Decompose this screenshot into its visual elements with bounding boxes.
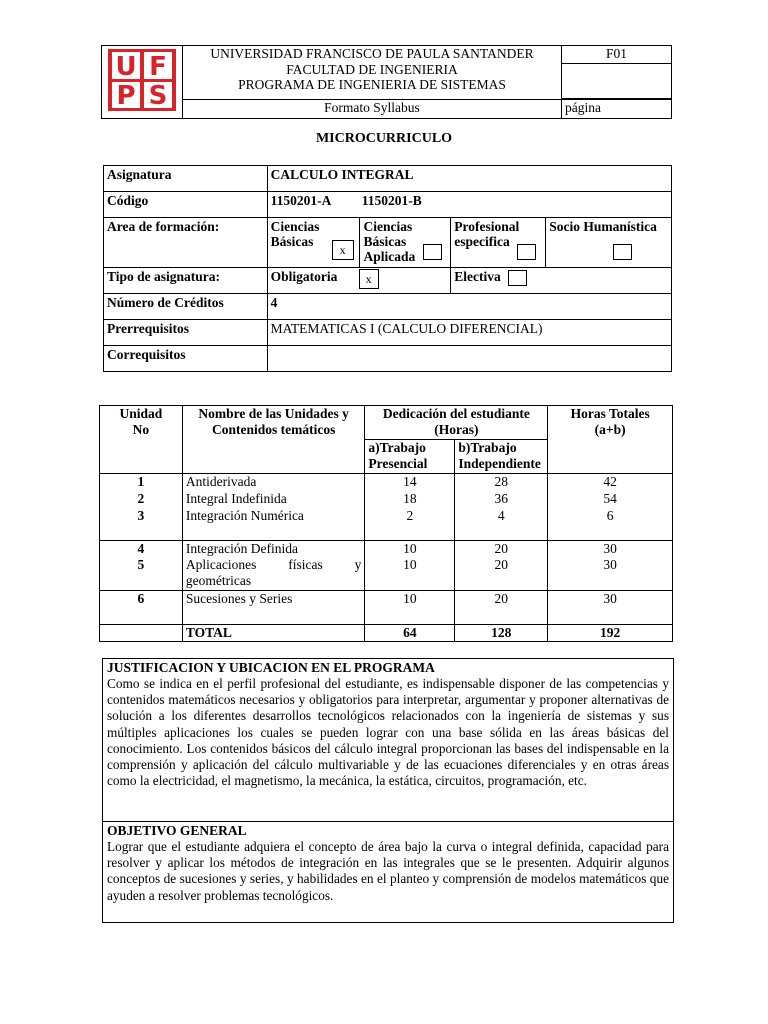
total-b: 128 (455, 624, 548, 641)
table-row (100, 491, 673, 508)
area-option-socio-humanistica (546, 218, 672, 268)
correq-value (267, 346, 671, 372)
row-3-no: 3 (100, 508, 183, 541)
tipo-label: Tipo de asignatura: (104, 268, 268, 294)
total-label: TOTAL (182, 624, 365, 641)
row-6-name: Sucesiones y Series (182, 590, 365, 624)
header-independiente-line2: Independiente (458, 456, 541, 471)
logo-cell (102, 46, 183, 119)
area-option-ciencias-basicas (267, 218, 360, 268)
ufps-logo (102, 46, 182, 114)
area-4-checkbox[interactable] (613, 244, 632, 260)
page-label: página (562, 100, 672, 118)
header-dedicacion (365, 406, 548, 440)
row-2-t: 54 (548, 491, 673, 508)
header-nombre-line2: Contenidos temáticos (211, 422, 336, 437)
document-title: MICROCURRICULO (315, 131, 453, 146)
logo-letter-3: P (116, 81, 136, 111)
codigo-b: 1150201-B (361, 193, 422, 208)
area-4-label: Socio Humanística (549, 219, 657, 234)
objetivo-section (102, 821, 674, 923)
total-empty (100, 624, 183, 641)
asignatura-value: CALCULO INTEGRAL (267, 166, 671, 192)
area-3-line2: especifica (454, 234, 510, 249)
row-3-name: Integración Numérica (182, 508, 365, 541)
program-name: PROGRAMA DE INGENIERIA DE SISTEMAS (238, 77, 506, 92)
area-1-checkbox[interactable]: x (332, 240, 354, 260)
area-2-line1: Ciencias (363, 219, 413, 234)
row-4-a: 10 (365, 541, 455, 558)
info-table (103, 165, 672, 372)
tipo-option-obligatoria (267, 268, 451, 294)
correq-label: Correquisitos (104, 346, 268, 372)
row-4-no: 4 (100, 541, 183, 558)
tipo-1-label: Obligatoria (270, 269, 338, 284)
header-dedicacion-line1: Dedicación del estudiante (382, 406, 530, 421)
row-4-t: 30 (548, 541, 673, 558)
faculty-name: FACULTAD DE INGENIERIA (286, 61, 458, 77)
justificacion-section (102, 658, 674, 822)
header-horas-totales (548, 406, 673, 474)
area-option-ciencias-basicas-aplicada (360, 218, 451, 268)
header-unidad-line1: Unidad (119, 406, 163, 421)
header-unidad (100, 406, 183, 474)
total-t: 192 (548, 624, 673, 641)
total-a: 64 (365, 624, 455, 641)
area-1-line2: Básicas (270, 234, 314, 249)
row-6-a: 10 (365, 590, 455, 624)
tipo-1-checkbox[interactable]: x (359, 269, 379, 289)
table-row (100, 557, 673, 590)
prerreq-label: Prerrequisitos (104, 320, 268, 346)
row-5-a: 10 (365, 557, 455, 590)
header-empty-cell (562, 64, 672, 99)
area-1-line1: Ciencias (270, 219, 320, 234)
area-2-line2: Básicas (363, 234, 407, 249)
header-presencial (365, 440, 455, 474)
header-center (183, 46, 562, 100)
codigo-label: Código (104, 192, 268, 218)
row-3-a: 2 (365, 508, 455, 541)
table-row (100, 474, 673, 491)
table-row (100, 541, 673, 558)
header-nombre (182, 406, 365, 474)
row-2-no: 2 (100, 491, 183, 508)
header-presencial-line1: a)Trabajo (368, 440, 426, 455)
row-2-a: 18 (365, 491, 455, 508)
row-3-b: 4 (455, 508, 548, 541)
tipo-2-label: Electiva (454, 269, 501, 284)
codigo-a: 1150201-A (270, 193, 332, 208)
header-independiente-line1: b)Trabajo (458, 440, 517, 455)
row-4-name: Integración Definida (182, 541, 365, 558)
units-table (99, 405, 673, 642)
logo-letter-2: F (149, 52, 167, 82)
row-1-a: 14 (365, 474, 455, 491)
header-nombre-line1: Nombre de las Unidades y (198, 406, 349, 421)
row-3-t: 6 (548, 508, 673, 541)
total-row (100, 624, 673, 641)
row-2-name: Integral Indefinida (182, 491, 365, 508)
row-1-no: 1 (100, 474, 183, 491)
row-6-t: 30 (548, 590, 673, 624)
prerreq-value: MATEMATICAS I (CALCULO DIFERENCIAL) (267, 320, 671, 346)
row-5-t: 30 (548, 557, 673, 590)
area-3-checkbox[interactable] (517, 244, 536, 260)
row-2-b: 36 (455, 491, 548, 508)
header-unidad-line2: No (132, 422, 150, 437)
row-6-no: 6 (100, 590, 183, 624)
row-4-b: 20 (455, 541, 548, 558)
area-2-line3: Aplicada (363, 249, 416, 264)
justificacion-title: JUSTIFICACION Y UBICACION EN EL PROGRAMA (107, 660, 435, 675)
university-name: UNIVERSIDAD FRANCISCO DE PAULA SANTANDER (210, 46, 534, 61)
header-total-line2: (a+b) (594, 422, 626, 437)
header-total-line1: Horas Totales (570, 406, 650, 421)
row-5-name: Aplicaciones físicas y geométricas (182, 557, 365, 590)
codigo-values (267, 192, 671, 218)
row-5-no: 5 (100, 557, 183, 590)
logo-letter-1: U (115, 52, 137, 82)
table-row (100, 590, 673, 624)
creditos-label: Número de Créditos (104, 294, 268, 320)
header-independiente (455, 440, 548, 474)
row-1-name: Antiderivada (182, 474, 365, 491)
objetivo-title: OBJETIVO GENERAL (107, 823, 247, 838)
header-presencial-line2: Presencial (368, 456, 428, 471)
row-5-b: 20 (455, 557, 548, 590)
tipo-2-checkbox[interactable] (508, 270, 527, 286)
logo-letter-4: S (148, 81, 168, 111)
table-row (100, 508, 673, 541)
justificacion-body: Como se indica en el perfil profesional del estudiante, es indispensable disponer de las competencias y contenidos matemáticos necesarios y obligatorios para interpretar, argumentar y proponer alternativas de solución a los diferentes desarrollos tecnológicos relacionados con la ingeniería de sistemas y sus múltiples aplicaciones los cuales se pueden lograr con una base sólida en las áreas básicas del conocimiento. Los contenidos básicos del cálculo integral proporcionan las bases del indispensable en la comprensión y aplicación del cálculo multivariable y de las ecuaciones diferenciales y en otras áreas como la electricidad, el magnetismo, la mecánica, la estática, circuitos, programación, etc. (107, 676, 669, 789)
area-2-checkbox[interactable] (423, 244, 442, 260)
creditos-value: 4 (267, 294, 671, 320)
area-3-line1: Profesional (454, 219, 520, 234)
format-name: Formato Syllabus (183, 100, 562, 118)
row-1-b: 28 (455, 474, 548, 491)
header-table (101, 45, 672, 119)
asignatura-label: Asignatura (104, 166, 268, 192)
header-dedicacion-line2: (Horas) (434, 422, 479, 437)
area-option-profesional (451, 218, 546, 268)
row-6-b: 20 (455, 590, 548, 624)
objetivo-body: Lograr que el estudiante adquiera el concepto de área bajo la curva o integral definida, capacidad para resolver y aplicar los métodos de integración en las integrales que se le presenten. Adquirir algunos conceptos de sucesiones y series, y habilidades en el planteo y comprensión de modelos matemáticos que ayuden a resolver problemas tecnológicos. (107, 839, 669, 903)
format-code: F01 (562, 46, 672, 64)
tipo-option-electiva (451, 268, 672, 294)
area-label: Area de formación: (104, 218, 268, 268)
row-1-t: 42 (548, 474, 673, 491)
